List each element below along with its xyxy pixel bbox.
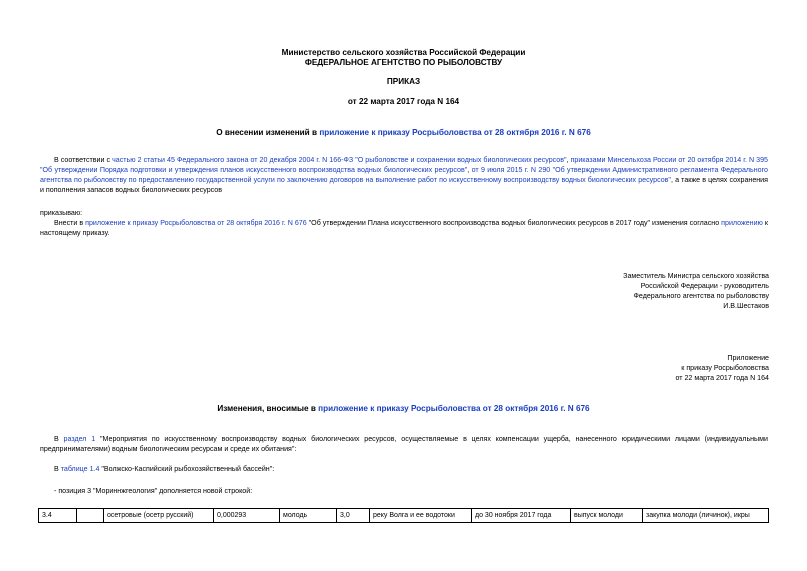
order-body-paragraph [40,218,768,238]
table-1-4-link[interactable]: таблице 1.4 [60,465,100,473]
signature-name: И.В.Шестаков [723,302,769,310]
appendix-line: к приказу Росрыболовства [681,364,769,372]
position-line: - позиция 3 "Мориннжгеология" дополняется новой строкой: [54,487,253,495]
section-paragraph [40,434,768,454]
signature-line: Заместитель Министра сельского хозяйства [623,272,769,280]
signature-block [623,271,769,311]
preamble-text: , [467,166,472,174]
section-1-link[interactable]: раздел 1 [63,435,96,443]
table-cell: 0,000293 [214,509,280,523]
section-text: В [54,435,64,443]
agency-heading: ФЕДЕРАЛЬНОЕ АГЕНТСТВО ПО РЫБОЛОВСТВУ [304,58,503,67]
table-cell: закупка молоди (личинок), икры [643,509,769,523]
law-link[interactable]: частью 2 статьи 45 Федерального закона от 20 декабря 2004 г. N 166-ФЗ "О рыболовстве и сохранении водных биологических ресурсов" [112,156,567,164]
preamble-text: , а также в целях сохранения и пополнения запасов водных биологических ресурсов [40,176,768,194]
appendix-block [675,353,769,383]
preamble-text: , [566,156,571,164]
table-cell: 3,0 [337,509,370,523]
preamble-text: В соответствии с [54,156,113,164]
changes-title [0,404,807,413]
changes-title-prefix: Изменения, вносимые в [217,404,319,413]
signature-line: Федерального агентства по рыболовству [633,292,769,300]
table-cell: до 30 ноября 2017 года [472,509,571,523]
changes-title-link[interactable]: приложение к приказу Росрыболовства от 28 октября 2016 г. N 676 [318,404,590,413]
order-title [0,128,807,137]
table-row [39,509,769,523]
section-text: "Мероприятия по искусственному воспроизводству водных биологических ресурсов, осуществляемые в целях компенсации ущерба, нанесенного юридическими лицами (индивидуальными предпринимателями) водным биологическим ресурсам и среде их обитания": [40,435,768,453]
appendix-676-link[interactable]: приложение к приказу Росрыболовства от 28 октября 2016 г. N 676 [85,219,307,227]
order-text: "Об утверждении Плана искусственного воспроизводства водных биологических ресурсов в 2017 году" изменения согласно [306,219,722,227]
doc-date-heading: от 22 марта 2017 года N 164 [347,97,460,106]
preamble-paragraph [40,155,768,195]
title-prefix: О внесении изменений в [216,128,320,137]
table-cell: молодь [280,509,337,523]
table-ref-paragraph [54,464,274,474]
table-cell: выпуск молоди [571,509,643,523]
doc-type-heading: ПРИКАЗ [386,77,421,86]
table-ref-text: В [54,465,61,473]
appendix-line: от 22 марта 2017 года N 164 [675,374,769,382]
minagri-order-link[interactable]: приказами Минсельхоза России от 20 октября 2014 г. N 395 "Об утверждении Порядка подготовки и утверждения планов искусственного воспроизводства водных биологических ресурсов" [40,156,768,174]
order-text: Внести в [54,219,86,227]
order-word: приказываю: [40,209,83,217]
table-cell: осетровые (осетр русский) [104,509,214,523]
appendix-line: Приложение [727,354,769,362]
regulation-link[interactable]: от 9 июля 2015 г. N 290 "Об утверждении Административного регламента Федерального агентства по рыболовству по предоставлению государственной услуги по заключению договоров на выполнение работ по искусственному воспроизводству водных биологических ресурсов" [40,166,768,184]
table-cell: реку Волга и ее водотоки [370,509,472,523]
table-cell [77,509,104,523]
changes-table [38,508,769,523]
attachment-link[interactable]: приложению [721,219,763,227]
title-link[interactable]: приложение к приказу Росрыболовства от 28 октября 2016 г. N 676 [319,128,591,137]
ministry-heading: Министерство сельского хозяйства Российской Федерации [281,48,526,57]
signature-line: Российской Федерации - руководитель [640,282,769,290]
table-cell: 3.4 [39,509,77,523]
table-ref-text: "Волжско-Каспийский рыбохозяйственный бассейн": [99,465,275,473]
order-text: к настоящему приказу. [40,219,768,237]
